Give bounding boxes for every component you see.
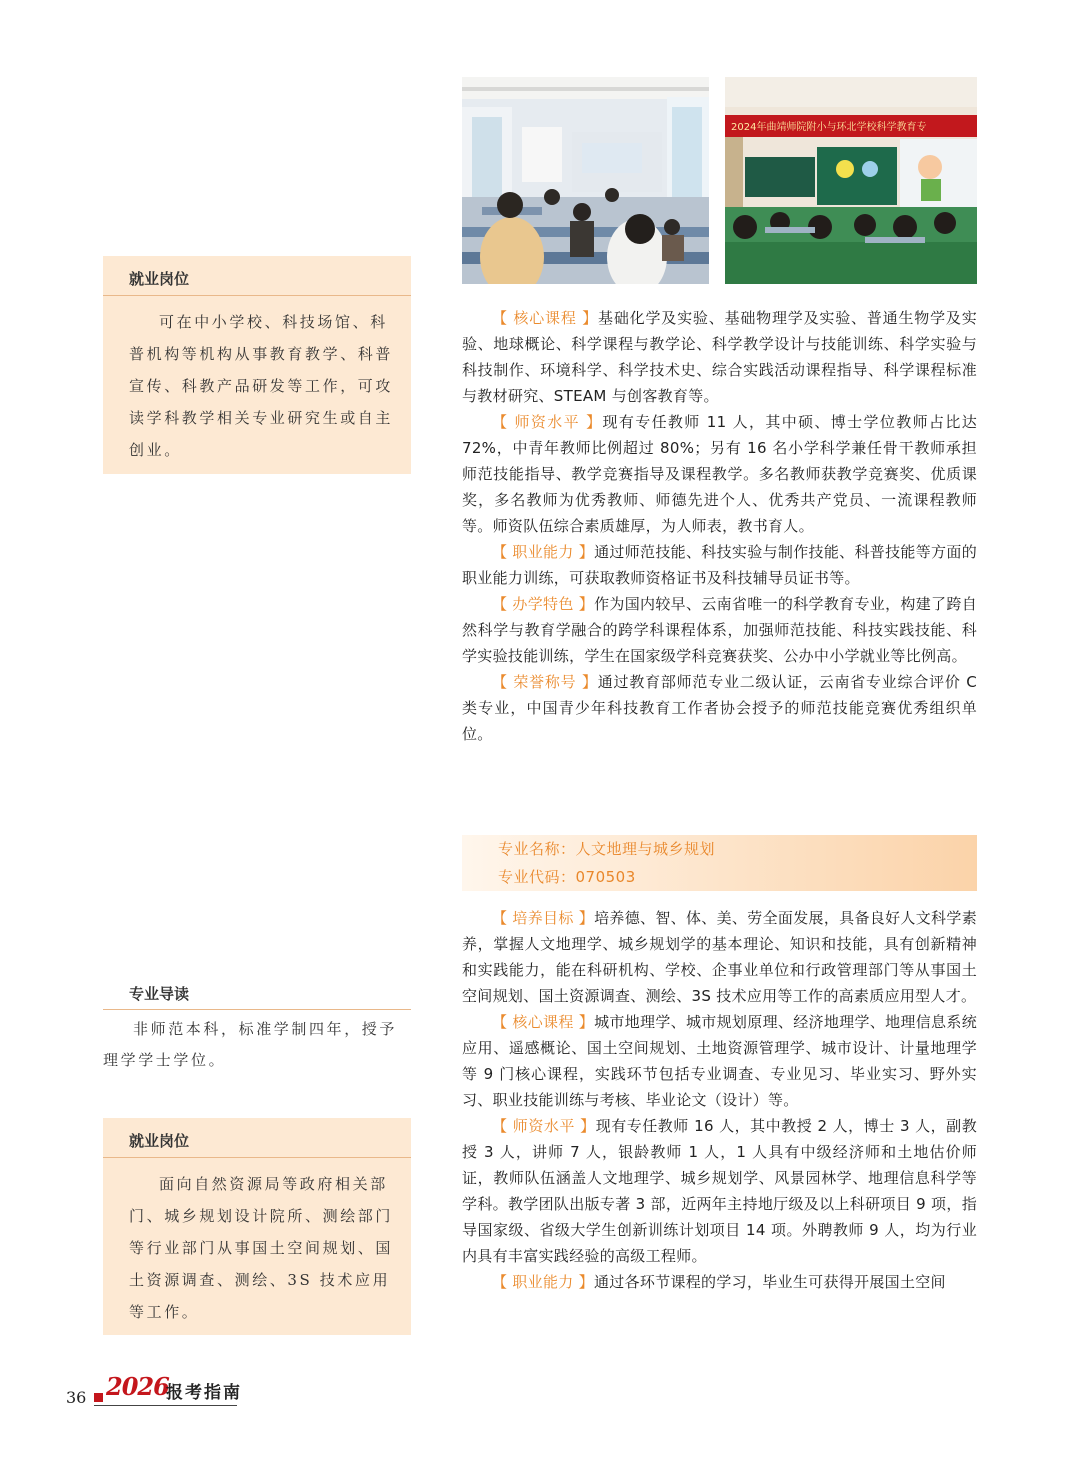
section-tag: 【 职业能力 】 (492, 1273, 594, 1291)
employment-box-science (103, 256, 411, 474)
paragraph-text: 基础化学及实验、基础物理学及实验、普通生物学及实验、地球概论、科学课程与教学论、科学教学设计与技能训练、科学实验与科技制作、环境科学、科学技术史、综合实践活动课程指导、科学课程标准与教材研究、STEAM 与创客教育等。 (462, 309, 978, 405)
paragraph-career-ability (462, 1269, 977, 1295)
paragraph-text: 现有专任教师 11 人，其中硕、博士学位教师占比达 72%，中青年教师比例超过 80%；另有 16 名小学科学兼任骨干教师承担师范技能指导、教学竞赛指导及课程教学。多名教师获教学竞赛奖、优质课奖，多名教师为优秀教师、师德先进个人、优秀共产党员、一流课程教师等。师资队伍综合素质雄厚，为人师表，教书育人。 (462, 413, 978, 535)
paragraph-text: 作为国内较早、云南省唯一的科学教育专业，构建了跨自然科学与教育学融合的跨学科课程体系，加强师范技能、科技实践技能、科学实验技能训练，学生在国家级学科竞赛获奖、公办中小学就业等比例高。 (462, 595, 977, 665)
major-guide-text: 非师范本科，标准学制四年，授予理学学士学位。 (103, 1020, 398, 1069)
footer-rule (94, 1405, 237, 1406)
employment-box-text: 可在中小学校、科技场馆、科普机构等机构从事教育教学、科普宣传、科教产品研发等工作，可攻读学科教学相关专业研究生或自主创业。 (129, 313, 394, 459)
employment-box-geography (103, 1118, 411, 1335)
section-tag: 【 培养目标 】 (492, 909, 595, 927)
section-tag: 【 师资水平 】 (492, 413, 603, 431)
section-tag: 【 荣誉称号 】 (492, 673, 598, 691)
paragraph-text: 通过教育部师范专业二级认证，云南省专业综合评价 C 类专业，中国青少年科技教育工作者协会授予的师范技能竞赛优秀组织单位。 (462, 673, 977, 743)
section-tag: 【 职业能力 】 (492, 543, 595, 561)
section-tag: 【 核心课程 】 (492, 1013, 595, 1031)
paragraph-core-courses (462, 305, 977, 409)
science-education-text (462, 305, 977, 747)
page-number: 36 (66, 1388, 87, 1407)
major-header (462, 835, 977, 891)
employment-box-text: 面向自然资源局等政府相关部门、城乡规划设计院所、测绘部门等行业部门从事国土空间规划、国土资源调查、测绘、3S 技术应用等工作。 (129, 1175, 394, 1321)
paragraph-text: 培养德、智、体、美、劳全面发展，具备良好人文科学素养，掌握人文地理学、城乡规划学的基本理论、知识和技能，具有创新精神和实践能力，能在科研机构、学校、企事业单位和行政管理部门等从事国土空间规划、国土资源调查、测绘、3S 技术应用等工作的高素质应用型人才。 (462, 909, 977, 1005)
paragraph-features (462, 591, 977, 669)
footer-year: 2026 (106, 1372, 169, 1401)
section-tag: 【 办学特色 】 (492, 595, 595, 613)
paragraph-honors (462, 669, 977, 747)
footer-red-square (94, 1393, 103, 1402)
major-name: 专业名称：人文地理与城乡规划 (498, 840, 716, 858)
paragraph-career-ability (462, 539, 977, 591)
paragraph-text: 现有专任教师 16 人，其中教授 2 人，博士 3 人，副教授 3 人，讲师 7 人，银龄教师 1 人，1 人具有中级经济师和土地估价师证，教师队伍涵盖人文地理学、城乡规划学、风景园林学、地理信息科学等学科。教学团队出版专著 3 部，近两年主持地厅级及以上科研项目 9 项，指导国家级、省级大学生创新训练计划项目 14 项。外聘教师 9 人，均为行业内具有丰富实践经验的高级工程师。 (462, 1117, 977, 1265)
event-banner-text: 2024年曲靖师院附小与环北学校科学教育专 (731, 122, 927, 133)
footer-publication-title: 报考指南 (166, 1383, 242, 1403)
classroom-photo-left (462, 77, 709, 284)
classroom-photo-right (725, 77, 977, 284)
employment-box-title: 就业岗位 (103, 1118, 411, 1158)
paragraph-core-courses (462, 1009, 977, 1113)
major-code: 专业代码：070503 (498, 868, 636, 886)
geography-text (462, 905, 977, 1295)
paragraph-faculty (462, 1113, 977, 1269)
paragraph-text: 通过各环节课程的学习，毕业生可获得开展国土空间 (593, 1273, 946, 1291)
major-guide-title: 专业导读 (103, 984, 411, 1010)
paragraph-training-goal (462, 905, 977, 1009)
section-tag: 【 师资水平 】 (492, 1117, 596, 1135)
paragraph-text: 通过师范技能、科技实验与制作技能、科普技能等方面的职业能力训练，可获取教师资格证书及科技辅导员证书等。 (462, 543, 977, 587)
section-tag: 【 核心课程 】 (492, 309, 599, 327)
employment-box-title: 就业岗位 (103, 256, 411, 296)
paragraph-text: 城市地理学、城市规划原理、经济地理学、地理信息系统应用、遥感概论、国土空间规划、土地资源管理学、城市设计、计量地理学等 9 门核心课程，实践环节包括专业调查、专业见习、毕业实习、野外实习、职业技能训练与考核、毕业论文（设计）等。 (462, 1013, 977, 1109)
paragraph-faculty (462, 409, 977, 539)
